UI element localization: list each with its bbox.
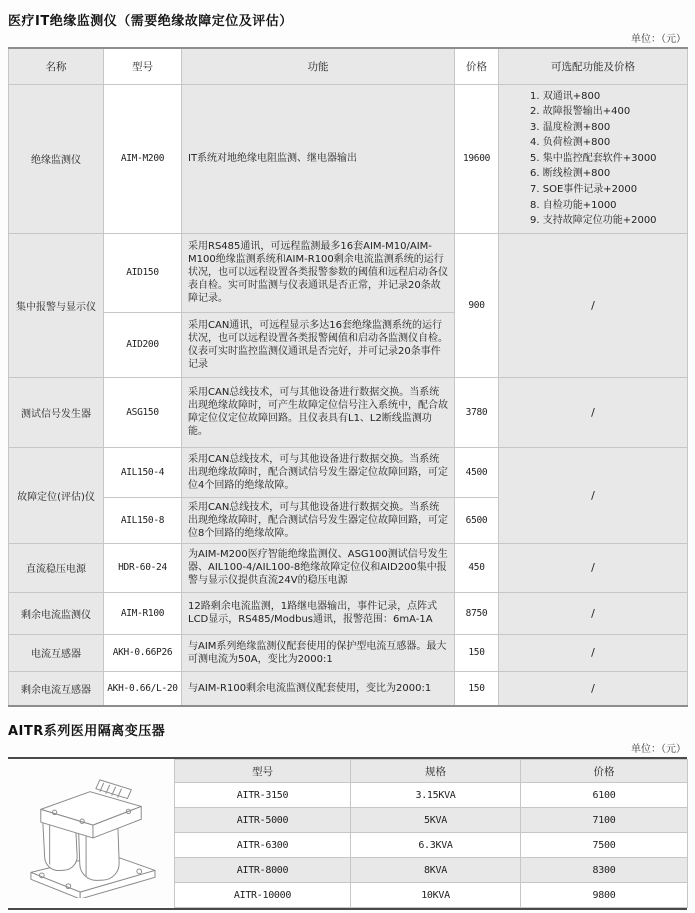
product-model: AIM-M200 xyxy=(104,84,182,233)
product-options-none: / xyxy=(499,233,688,377)
product-price: 3780 xyxy=(455,377,499,447)
transformer-price: 7500 xyxy=(521,833,688,858)
products-price-table xyxy=(8,47,688,707)
col-header-model: 型号 xyxy=(104,48,182,84)
product-function: 为AIM-M200医疗智能绝缘监测仪、ASG100测试信号发生器、AIL100-4/AIL100-8绝缘故障定位仪和AID200集中报警与显示仪提供直流24V的稳压电源 xyxy=(182,543,455,592)
product-price: 450 xyxy=(455,543,499,592)
product-options-list xyxy=(499,84,688,233)
option-item: 6. 断线检测+800 xyxy=(530,168,611,180)
product-function: 采用CAN通讯，可远程显示多达16套绝缘监测系统的运行状况，也可以远程设置各类报警阈值和启动各监测仪自检。仪表可实时监控监测仪通讯是否完好，并可记录20条事件记录 xyxy=(182,312,455,377)
product-price: 6500 xyxy=(455,497,499,543)
section2-title: AITR系列医用隔离变压器 xyxy=(8,724,166,740)
product-function: 采用CAN总线技术，可与其他设备进行数据交换。当系统出现绝缘故障时，配合测试信号发生器定位故障回路，可定位4个回路的绝缘故障。 xyxy=(182,447,455,497)
col-header-spec: 规格 xyxy=(351,760,521,783)
table-row xyxy=(9,377,688,447)
product-model: AKH-0.66/L-20 xyxy=(104,671,182,706)
col-header-function: 功能 xyxy=(182,48,455,84)
product-function: 与AIM-R100剩余电流监测仪配套使用，变比为2000:1 xyxy=(182,671,455,706)
transformer-spec: 10KVA xyxy=(351,883,521,908)
product-price: 150 xyxy=(455,671,499,706)
product-function: 采用CAN总线技术，可与其他设备进行数据交换。当系统出现绝缘故障时，配合测试信号发生器定位故障回路，可定位8个回路的绝缘故障。 xyxy=(182,497,455,543)
product-price: 4500 xyxy=(455,447,499,497)
transformer-price: 7100 xyxy=(521,808,688,833)
col-header-model: 型号 xyxy=(175,760,351,783)
option-item: 7. SOE事件记录+2000 xyxy=(530,184,638,196)
table-row xyxy=(9,84,688,233)
product-model: HDR-60-24 xyxy=(104,543,182,592)
table-header-row xyxy=(9,48,688,84)
product-name: 剩余电流监测仪 xyxy=(9,592,104,634)
product-function: IT系统对地绝缘电阻监测、继电器输出 xyxy=(182,84,455,233)
table-row xyxy=(9,671,688,706)
transformer-model: AITR-5000 xyxy=(175,808,351,833)
section1-title: 医疗IT绝缘监测仪（需要绝缘故障定位及评估） xyxy=(8,14,293,29)
product-model: AKH-0.66P26 xyxy=(104,634,182,671)
table-row xyxy=(175,808,688,833)
product-function: 与AIM系列绝缘监测仪配套使用的保护型电流互感器。最大可测电流为50A，变比为2000:1 xyxy=(182,634,455,671)
product-model: ASG150 xyxy=(104,377,182,447)
product-name: 绝缘监测仪 xyxy=(9,84,104,233)
transformer-table-block xyxy=(8,757,687,910)
product-model: AID200 xyxy=(104,312,182,377)
transformer-model: AITR-6300 xyxy=(175,833,351,858)
product-function: 采用CAN总线技术，可与其他设备进行数据交换。当系统出现绝缘故障时，可产生故障定位信号注入系统中，配合故障定位仪定位故障回路。且仪表具有L1、L2断线监测功能。 xyxy=(182,377,455,447)
product-price: 150 xyxy=(455,634,499,671)
option-item: 3. 温度检测+800 xyxy=(530,121,611,133)
product-options-none: / xyxy=(499,447,688,543)
transformer-model: AITR-10000 xyxy=(175,883,351,908)
transformer-spec: 8KVA xyxy=(351,858,521,883)
product-name: 直流稳压电源 xyxy=(9,543,104,592)
table-row xyxy=(175,858,688,883)
option-item: 2. 故障报警输出+400 xyxy=(530,106,631,118)
col-header-price: 价格 xyxy=(455,48,499,84)
table-row xyxy=(175,883,688,908)
product-name: 故障定位(评估)仪 xyxy=(9,447,104,543)
transformer-spec: 3.15KVA xyxy=(351,783,521,808)
product-price: 8750 xyxy=(455,592,499,634)
product-options-none: / xyxy=(499,634,688,671)
product-name: 测试信号发生器 xyxy=(9,377,104,447)
transformer-model: AITR-3150 xyxy=(175,783,351,808)
section2-unit-note: 单位：（元） xyxy=(631,744,686,756)
product-function: 采用RS485通讯，可远程监测最多16套AIM-M10/AIM-M100绝缘监测系统和AIM-R100剩余电流监测系统的运行状况，也可以远程设置各类报警参数的阈值和远程启动各仪表自检。实可时监测与仪表通讯是否正常，并记录20条故障记录。 xyxy=(182,233,455,312)
product-options-none: / xyxy=(499,543,688,592)
product-price: 19600 xyxy=(455,84,499,233)
table-row xyxy=(9,543,688,592)
product-name: 集中报警与显示仪 xyxy=(9,233,104,377)
product-price: 900 xyxy=(455,233,499,377)
transformer-model: AITR-8000 xyxy=(175,858,351,883)
option-item: 9. 支持故障定位功能+2000 xyxy=(530,215,657,227)
option-item: 5. 集中监控配套软件+3000 xyxy=(530,152,657,164)
transformer-spec: 5KVA xyxy=(351,808,521,833)
col-header-name: 名称 xyxy=(9,48,104,84)
table-header-row xyxy=(175,760,688,783)
table-row xyxy=(175,783,688,808)
table-row xyxy=(9,447,688,497)
transformer-price: 9800 xyxy=(521,883,688,908)
option-item: 1. 双通讯+800 xyxy=(530,90,601,102)
product-options-none: / xyxy=(499,671,688,706)
table-row xyxy=(9,233,688,312)
table-row xyxy=(9,592,688,634)
transformer-spec: 6.3KVA xyxy=(351,833,521,858)
product-model: AID150 xyxy=(104,233,182,312)
product-name: 剩余电流互感器 xyxy=(9,671,104,706)
product-function: 12路剩余电流监测，1路继电器输出，事件记录，点阵式LCD显示，RS485/Modbus通讯，报警范围：6mA-1A xyxy=(182,592,455,634)
product-model: AIM-R100 xyxy=(104,592,182,634)
product-model: AIL150-8 xyxy=(104,497,182,543)
isolation-transformer-illustration-icon xyxy=(17,770,165,898)
transformer-price: 8300 xyxy=(521,858,688,883)
product-options-none: / xyxy=(499,592,688,634)
transformer-price: 6100 xyxy=(521,783,688,808)
table-row xyxy=(9,634,688,671)
transformer-price-table xyxy=(174,759,688,908)
table-row xyxy=(175,833,688,858)
col-header-options: 可选配功能及价格 xyxy=(499,48,688,84)
transformer-image-area xyxy=(8,759,174,908)
col-header-price: 价格 xyxy=(521,760,688,783)
product-name: 电流互感器 xyxy=(9,634,104,671)
product-options-none: / xyxy=(499,377,688,447)
section1-unit-note: 单位：（元） xyxy=(631,34,686,45)
option-item: 8. 自检功能+1000 xyxy=(530,199,617,211)
option-item: 4. 负荷检测+800 xyxy=(530,137,611,149)
product-model: AIL150-4 xyxy=(104,447,182,497)
